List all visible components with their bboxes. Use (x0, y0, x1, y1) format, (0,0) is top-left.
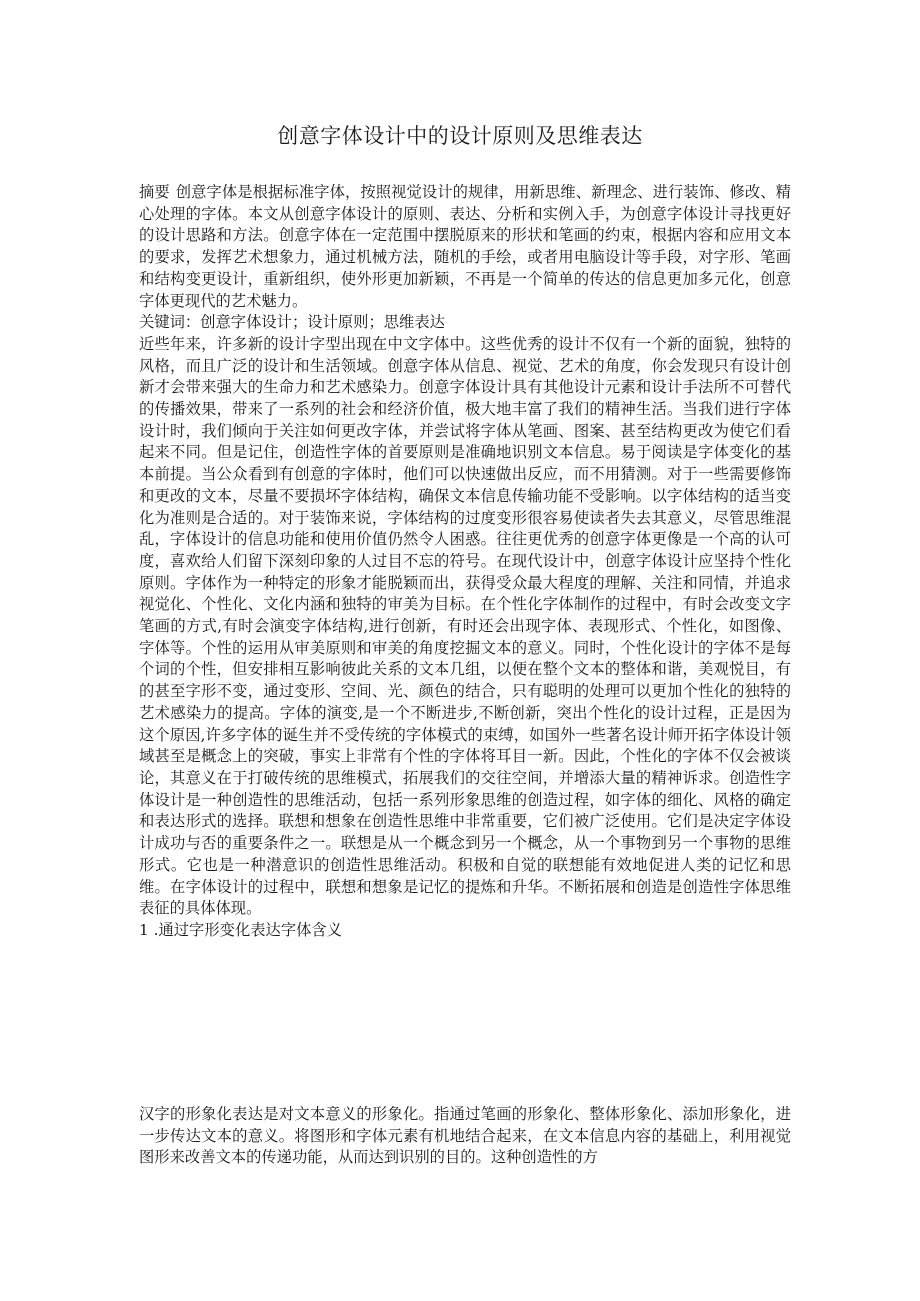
keywords-line: 关键词：创意字体设计；设计原则；思维表达 (139, 313, 445, 332)
abstract-text: 创意字体是根据标准字体，按照视觉设计的规律，用新思维、新理念、进行装饰、修改、精心处理的字体。本文从创意字体设计的原则、表达、分析和实例入手，为创意字体设计寻找更好的设计思路和方法。创意字体在一定范围中摆脱原来的形状和笔画的约束，根据内容和应用文本的要求，发挥艺术想象力，通过机械方法，随机的手绘，或者用电脑设计等手段，对字形、笔画和结构变更设计，重新组织，使外形更加新颖，不再是一个简单的传达的信息更加多元化，创意字体更现代的艺术魅力。 (139, 183, 791, 310)
section-1-heading: 1 .通过字形变化表达字体含义 (139, 920, 343, 939)
abstract-paragraph (139, 182, 791, 312)
document-body (139, 182, 791, 974)
intro-paragraph: 近些年来，许多新的设计字型出现在中文字体中。这些优秀的设计不仅有一个新的面貌，独特的风格，而且广泛的设计和生活领域。创意字体从信息、视觉、艺术的角度，你会发现只有设计创新才会带来强大的生命力和艺术感染力。创意字体设计具有其他设计元素和设计手法所不可替代的传播效果，带来了一系列的社会和经济价值，极大地丰富了我们的精神生活。当我们进行字体设计时，我们倾向于关注如何更改字体，并尝试将字体从笔画、图案、甚至结构更改为使它们看起来不同。但是记住，创造性字体的首要原则是准确地识别文本信息。易于阅读是字体变化的基本前提。当公众看到有创意的字体时，他们可以快速做出反应，而不用猜测。对于一些需要修饰和更改的文本，尽量不要损坏字体结构，确保文本信息传输功能不受影响。以字体结构的适当变化为准则是合适的。对于装饰来说，字体结构的过度变形很容易使读者失去其意义，尽管思维混乱，字体设计的信息功能和使用价值仍然令人困惑。往往更优秀的创意字体更像是一个高的认可度，喜欢给人们留下深刻印象的人过目不忘的符号。在现代设计中，创意字体设计应坚持个性化原则。字体作为一种特定的形象才能脱颖而出，获得受众最大程度的理解、关注和同情，并追求视觉化、个性化、文化内涵和独特的审美为目标。在个性化字体制作的过程中，有时会改变文字笔画的方式,有时会演变字体结构,进行创新，有时还会出现字体、表现形式、个性化，如图像、字体等。个性的运用从审美原则和审美的角度挖掘文本的意义。同时，个性化设计的字体不是每个词的个性，但安排相互影响彼此关系的文本几组，以便在整个文本的整体和谐，美观悦目，有的甚至字形不变，通过变形、空间、光、颜色的结合，只有聪明的处理可以更加个性化的独特的艺术感染力的提高。字体的演变,是一个不断进步,不断创新，突出个性化的设计过程，正是因为这个原因,许多字体的诞生并不受传统的字体模式的束缚，如国外一些著名设计师开拓字体设计领域甚至是概念上的突破，事实上非常有个性的字体将耳目一新。因此，个性化的字体不仅会被谈论，其意义在于打破传统的思维模式，拓展我们的交往空间，并增添大量的精神诉求。创造性字体设计是一种创造性的思维活动，包括一系列形象思维的创造过程，如字体的细化、风格的确定和表达形式的选择。联想和想象在创造性思维中非常重要，它们被广泛使用。它们是决定字体设计成功与否的重要条件之一。联想是从一个概念到另一个概念，从一个事物到另一个事物的思维形式。它也是一种潜意识的创造性思维活动。积极和自觉的联想能有效地促进人类的记忆和思维。在字体设计的过程中，联想和想象是记忆的提炼和升华。不断拓展和创造是创造性字体思维表征的具体体现。 (139, 334, 791, 918)
document-title: 创意字体设计中的设计原则及思维表达 (277, 124, 643, 148)
section-1-paragraph: 汉字的形象化表达是对文本意义的形象化。指通过笔画的形象化、整体形象化、添加形象化，进一步传达文本的意义。将图形和字体元素有机地结合起来，在文本信息内容的基础上，利用视觉图形来改善文本的传递功能，从而达到识别的目的。这种创造性的方 (139, 1105, 791, 1167)
abstract-label: 摘要 (139, 183, 170, 201)
section-1-body-block (139, 1104, 791, 1169)
